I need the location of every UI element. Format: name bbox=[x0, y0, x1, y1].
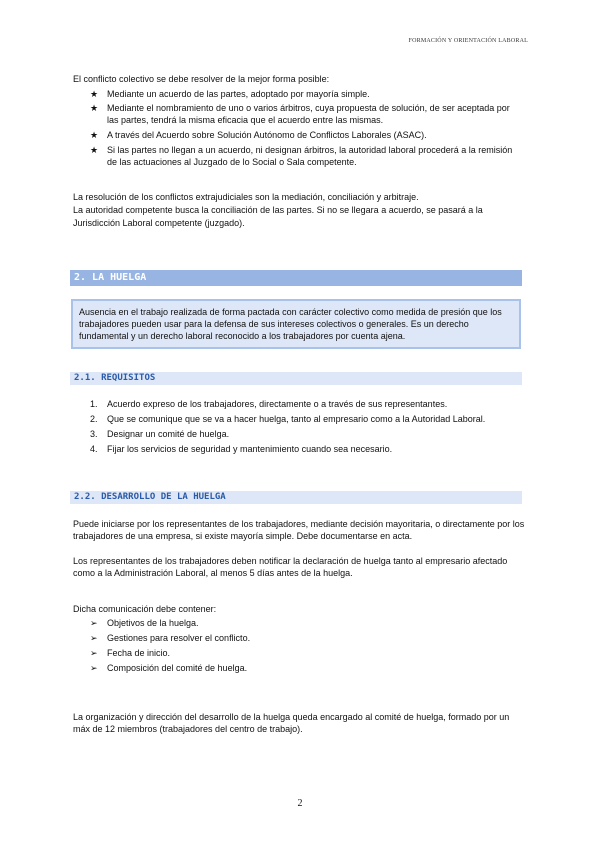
star-bullet-icon: ★ bbox=[90, 145, 99, 155]
resolution-line: La autoridad competente busca la conciliación de las partes. Si no se llegara a acuerdo, se pasará a la bbox=[73, 205, 483, 215]
list-item: Acuerdo expreso de los trabajadores, directamente o a través de sus representantes. bbox=[107, 399, 448, 409]
definition-line: trabajadores pueden usar para la defensa de sus intereses colectivos o generales. Es un derecho bbox=[79, 319, 469, 329]
running-header: FORMACIÓN Y ORIENTACIÓN LABORAL bbox=[408, 38, 528, 44]
page-number: 2 bbox=[297, 798, 303, 809]
section-heading-huelga: 2. LA HUELGA bbox=[70, 270, 522, 286]
list-item: Si las partes no llegan a un acuerdo, ni designan árbitros, la autoridad laboral procederá a la remisión bbox=[107, 145, 513, 155]
list-item: Mediante un acuerdo de las partes, adoptado por mayoría simple. bbox=[107, 89, 370, 99]
list-item: Que se comunique que se va a hacer huelga, tanto al empresario como a la Autoridad Laboral. bbox=[107, 414, 486, 424]
list-item: A través del Acuerdo sobre Solución Autónomo de Conflictos Laborales (ASAC). bbox=[107, 130, 427, 140]
list-number: 4. bbox=[90, 444, 98, 454]
organizacion-line: La organización y dirección del desarrollo de la huelga queda encargado al comité de huelga, formado por un bbox=[73, 712, 510, 722]
list-item: Composición del comité de huelga. bbox=[107, 663, 248, 673]
resolution-line: Jurisdicción Laboral competente (juzgado). bbox=[73, 218, 245, 228]
list-number: 2. bbox=[90, 414, 98, 424]
list-item: Fijar los servicios de seguridad y mantenimiento cuando sea necesario. bbox=[107, 444, 393, 454]
arrow-bullet-icon: ➢ bbox=[90, 663, 98, 673]
definition-callout bbox=[71, 299, 521, 349]
desarrollo-line: Puede iniciarse por los representantes de los trabajadores, mediante decisión mayoritaria, o directamente por los bbox=[73, 519, 525, 529]
list-item: Gestiones para resolver el conflicto. bbox=[107, 633, 251, 643]
list-item: Mediante el nombramiento de uno o varios árbitros, cuya propuesta de solución, de ser aceptada por bbox=[107, 103, 510, 113]
section-heading-desarrollo: 2.2. DESARROLLO DE LA HUELGA bbox=[70, 491, 522, 504]
notificacion-line: como a la Administración Laboral, al menos 5 días antes de la huelga. bbox=[73, 568, 353, 578]
list-item-continuation: las partes, tendrá la misma eficacia que el acuerdo entre las mismas. bbox=[107, 115, 384, 125]
list-item: Designar un comité de huelga. bbox=[107, 429, 230, 439]
star-bullet-icon: ★ bbox=[90, 130, 99, 140]
list-number: 1. bbox=[90, 399, 98, 409]
list-item: Fecha de inicio. bbox=[107, 648, 171, 658]
definition-line: Ausencia en el trabajo realizada de forma pactada con carácter colectivo como medida de presión que los bbox=[79, 307, 502, 317]
organizacion-line: máx de 12 miembros (trabajadores del centro de trabajo). bbox=[73, 724, 303, 734]
list-item: Objetivos de la huelga. bbox=[107, 618, 199, 628]
comunicacion-intro: Dicha comunicación debe contener: bbox=[73, 604, 217, 614]
list-item-continuation: de las actuaciones al Juzgado de lo Social o Sala competente. bbox=[107, 157, 357, 167]
star-bullet-icon: ★ bbox=[90, 103, 99, 113]
definition-line: fundamental y un derecho laboral reconocido a los trabajadores por cuenta ajena. bbox=[79, 331, 406, 341]
notificacion-line: Los representantes de los trabajadores deben notificar la declaración de huelga tanto al empresario afectado bbox=[73, 556, 508, 566]
arrow-bullet-icon: ➢ bbox=[90, 648, 98, 658]
section-heading-requisitos: 2.1. REQUISITOS bbox=[70, 372, 522, 385]
resolution-line: La resolución de los conflictos extrajudiciales son la mediación, conciliación y arbitraje. bbox=[73, 192, 419, 202]
intro-text: El conflicto colectivo se debe resolver de la mejor forma posible: bbox=[73, 74, 330, 84]
list-number: 3. bbox=[90, 429, 98, 439]
arrow-bullet-icon: ➢ bbox=[90, 618, 98, 628]
desarrollo-line: trabajadores de una empresa, si existe mayoría simple. Debe documentarse en acta. bbox=[73, 531, 413, 541]
arrow-bullet-icon: ➢ bbox=[90, 633, 98, 643]
star-bullet-icon: ★ bbox=[90, 89, 99, 99]
